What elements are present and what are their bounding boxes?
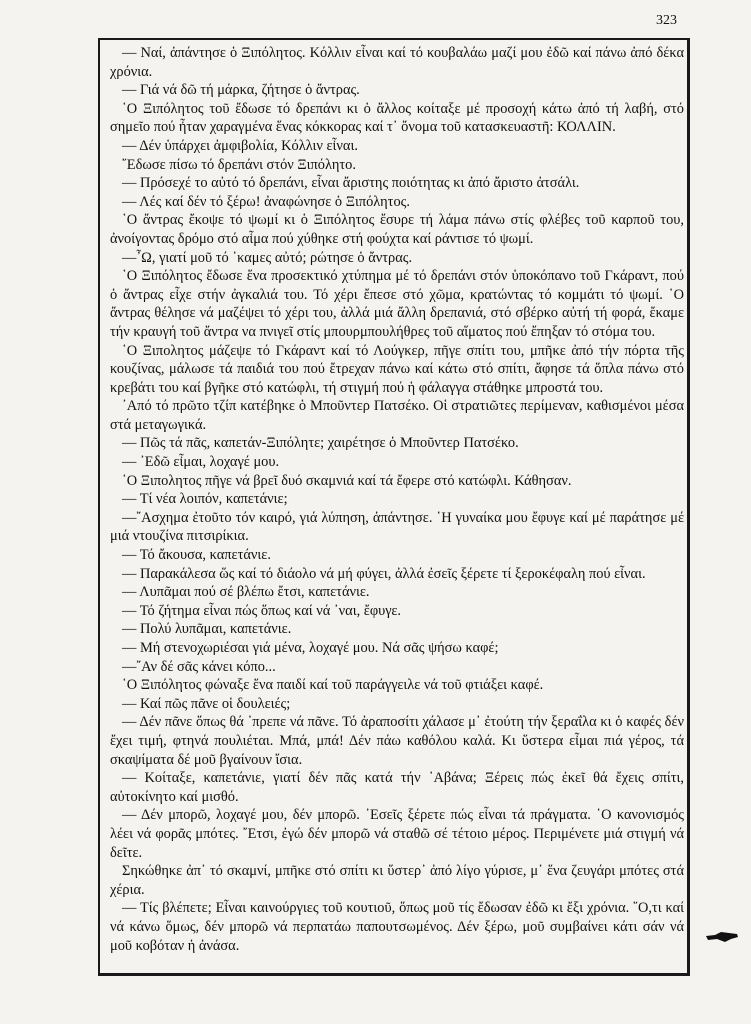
paragraph: — Ναί, ἀπάντησε ὁ Ξιπόλητος. Κόλλιν εἶναι καί τό κουβαλάω μαζί μου ἐδῶ καί πάνω ἀπό δέκα χρόνια.: [110, 45, 684, 80]
paragraph: — Πῶς τά πᾶς, καπετάν-Ξιπόλητε; χαιρέτησε ὁ Μποῦντερ Πατσέκο.: [122, 435, 519, 452]
paragraph: — Καί πῶς πᾶνε οἱ δουλειές;: [122, 695, 291, 712]
paragraph: — Δέν μπορῶ, λοχαγέ μου, δέν μπορῶ. ᾽Εσεῖς ξέρετε πώς εἶναι τά πράγματα. ῾Ο κανονισμός λέει νά φορᾶς μπότες. ῎Ετσι, ἐγώ δέν μπορῶ νά σταθῶ σέ τέτοιο μέρος. Περιμένετε μιά στιγμή νά δεῖτε.: [110, 807, 684, 861]
paragraph: ῎Εδωσε πίσω τό δρεπάνι στόν Ξιπόλητο.: [122, 156, 356, 173]
paragraph: — Τό ἄκουσα, καπετάνιε.: [122, 547, 271, 564]
paragraph: ῾Ο Ξιπολητος πῆγε νά βρεῖ δυό σκαμνιά καί τά ἔφερε στό κατώφλι. Κάθησαν.: [122, 472, 572, 489]
paragraph: ῾Ο ἄντρας ἔκοψε τό ψωμί κι ὁ Ξιπόλητος ἔσυρε τή λάμα πάνω στίς φλέβες τοῦ καρποῦ του, ἀνοίγοντας δρόμο στό αἷμα πού χύθηκε στή φούχτα καί ράντισε τό ψωμί.: [110, 212, 684, 247]
paragraph: ᾽Από τό πρῶτο τζίπ κατέβηκε ὁ Μποῦντερ Πατσέκο. Οἱ στρατιῶτες περίμεναν, καθισμένοι μέσα στά μεταγωγικά.: [110, 398, 684, 433]
paragraph: Σηκώθηκε ἀπ᾽ τό σκαμνί, μπῆκε στό σπίτι κι ὕστερ᾽ ἀπό λίγο γύρισε, μ᾽ ἕνα ζευγάρι μπότες στά χέρια.: [110, 863, 684, 898]
paragraph: — Γιά νά δῶ τή μάρκα, ζήτησε ὁ ἄντρας.: [122, 82, 360, 99]
paragraph: — Τί νέα λοιπόν, καπετάνιε;: [122, 491, 288, 508]
paragraph: — ᾽Εδῶ εἶμαι, λοχαγέ μου.: [122, 454, 280, 471]
paragraph: —῏Ω, γιατί μοῦ τό ᾽καμες αὐτό; ρώτησε ὁ ἄντρας.: [122, 249, 413, 266]
paragraph: — Λυπᾶμαι πού σέ βλέπω ἔτσι, καπετάνιε.: [122, 584, 370, 601]
page-number: 323: [656, 13, 677, 28]
paragraph: ῾Ο Ξιπόλητος ἔδωσε ἕνα προσεκτικό χτύπημα μέ τό δρεπάνι στόν ὑποκόπανο τοῦ Γκάραντ, πού ὁ ἄντρας εἶχε στήν ἀγκαλιά του. Τό χέρι ἔπεσε στό χῶμα, κρατώντας τό κομμάτι τό ψωμί. ῾Ο ἄντρας θέλησε νά μαζέψει τό χέρι του, ἀλλά μιά ἄλλη δρεπανιά, στό σβέρκο αὐτή τή φορά, ἔκαμε τήν κραυγή τοῦ ἄντρα να πνιγεῖ στίς μπουρμπουλήθρες τοῦ αἵματος πού ἔπηξαν τό στόμα του.: [110, 268, 684, 340]
paragraph: ῾Ο Ξιπόλητος τοῦ ἔδωσε τό δρεπάνι κι ὁ ἄλλος κοίταξε μέ προσοχή κάτω ἀπό τή λαβή, στό σημεῖο πού ἦταν χαραγμένα ἕνας κόκκορας καί τ᾽ ὄνομα τοῦ κατασκευαστῆ: ΚΟΛΛΙΝ.: [110, 100, 684, 136]
paragraph: ῾Ο Ξιπολητος μάζεψε τό Γκάραντ καί τό Λούγκερ, πῆγε σπίτι του, μπῆκε ἀπό τήν πόρτα τῆς κουζίνας, μάλωσε τά παιδιά του πού ἔτρεχαν πάνω καί κάτω στό σπίτι, ἄφησε τά ὅπλα πάνω στό κρεβάτι του καί βγῆκε στό κατώφλι, τή στιγμή πού ἡ φάλαγγα στάθηκε μπροστά του.: [110, 342, 684, 396]
paragraph: — Μή στενοχωριέσαι γιά μένα, λοχαγέ μου. Νά σᾶς ψήσω καφέ;: [122, 640, 499, 656]
margin-ink-mark: [705, 930, 739, 944]
paragraph: —῎Αν δέ σᾶς κάνει κόπο...: [122, 658, 276, 675]
paragraph: —῎Ασχημα ἐτοῦτο τόν καιρό, γιά λύπηση, ἀπάντησε. ῾Η γυναίκα μου ἔφυγε καί μέ παράτησε μέ μιά ντουζίνα πιτσιρίκια.: [110, 509, 684, 545]
paragraph: — Πρόσεχέ το αὐτό τό δρεπάνι, εἶναι ἄριστης ποιότητας κι ἀπό ἄριστο ἀτσάλι.: [122, 175, 580, 192]
paragraph: — Κοίταξε, καπετάνιε, γιατί δέν πᾶς κατά τήν ᾽Αβάνα; Ξέρεις πώς ἐκεῖ θά ἔχεις σπίτι, αὐτοκίνητο καί μισθό.: [110, 770, 684, 805]
paragraph: ῾Ο Ξιπόλητος φώναξε ἕνα παιδί καί τοῦ παράγγειλε νά τοῦ φτιάξει καφέ.: [122, 677, 544, 694]
paragraph: — Παρακάλεσα ὥς καί τό διάολο νά μή φύγει, ἀλλά ἐσεῖς ξέρετε τί ξεροκέφαλη πού εἶναι.: [122, 565, 646, 582]
paragraph: — Πολύ λυπᾶμαι, καπετάνιε.: [122, 621, 292, 638]
paragraph: — Λές καί δέν τό ξέρω! ἀναφώνησε ὁ Ξιπόλητος.: [122, 193, 410, 210]
text-body: [110, 44, 684, 955]
paragraph: — Τό ζήτημα εἶναι πώς ὅπως καί νά ᾽ναι, ἔφυγε.: [122, 602, 402, 619]
paragraph: — Δέν ὑπάρχει ἀμφιβολία, Κόλλιν εἶναι.: [122, 137, 358, 154]
paragraph: — Τίς βλέπετε; Εἶναι καινούργιες τοῦ κουτιοῦ, ὅπως μοῦ τίς ἔδωσαν ἐδῶ κι ἔξι χρόνια. ῞Ο,τι καί νά κάνω ὅμως, δέν μπορῶ νά περπατάω παπουτσωμένος. Δέν ξέρω, μοῦ συμβαίνει κάτι σάν νά μοῦ κοβόταν ἡ ἀνάσα.: [110, 900, 684, 954]
paragraph: — Δέν πᾶνε ὅπως θά ᾽πρεπε νά πᾶνε. Τό ἀραποσίτι χάλασε μ᾽ ἐτούτη τήν ξεραΐλα κι ὁ καφές δέν ἔχει τιμή, φτηνά πουλιέται. Μπά, μπά! Δέν πάω καθόλου καλά. Κι ὕστερα εἶμαι πιά γέρος, τά σκαψίματα δέ μοῦ βγαίνουν ἴσια.: [110, 714, 684, 768]
